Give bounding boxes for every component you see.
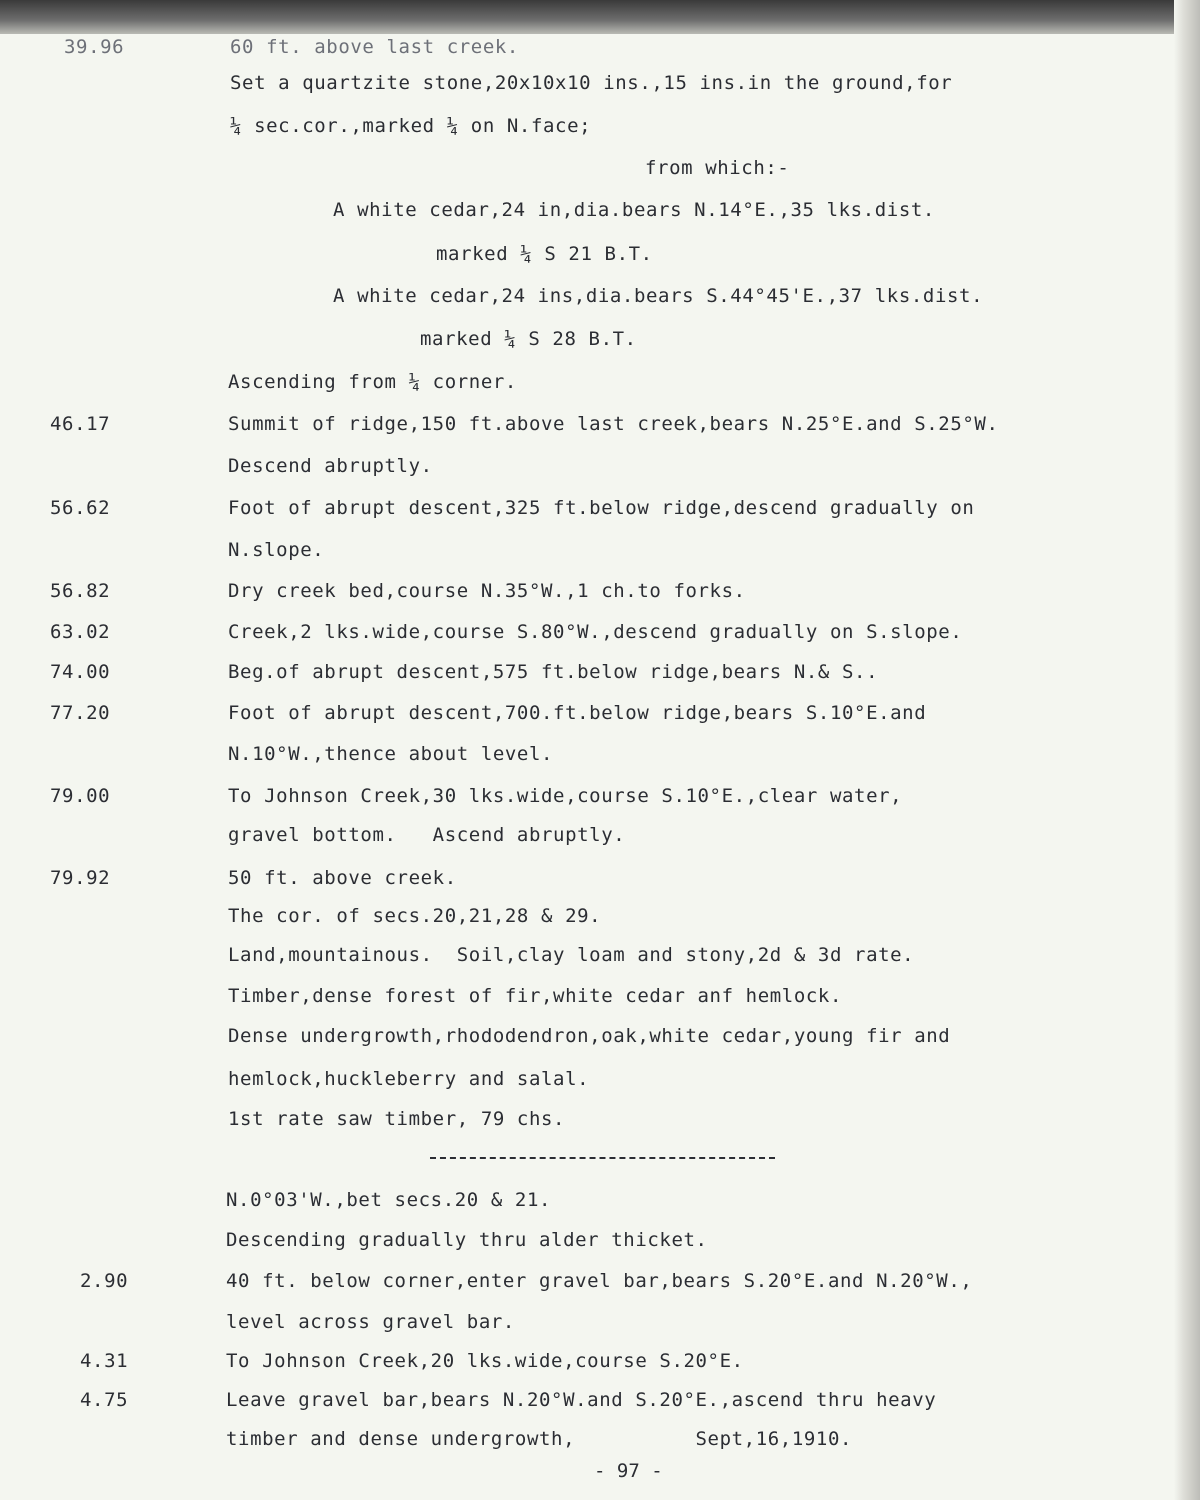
field-note-line [0, 328, 1200, 362]
field-note-line [0, 743, 1200, 777]
chainage-number: 2.90 [80, 1270, 129, 1292]
note-text: 50 ft. above creek. [228, 867, 457, 889]
field-note-line [0, 1311, 1200, 1345]
field-note-line [0, 36, 1200, 70]
field-note-line [0, 824, 1200, 858]
chainage-number: 56.82 [50, 580, 111, 602]
note-text: Timber,dense forest of fir,white cedar anf hemlock. [228, 985, 842, 1007]
note-text: Dry creek bed,course N.35°W.,1 ch.to forks. [228, 580, 746, 602]
field-note-line [0, 1428, 1200, 1462]
chainage-number: 74.00 [50, 661, 111, 683]
field-note-line [0, 944, 1200, 978]
note-text: Foot of abrupt descent,325 ft.below ridge,descend gradually on [228, 497, 975, 519]
note-text: N.slope. [228, 539, 325, 561]
chainage-number: 46.17 [50, 413, 111, 435]
note-text: gravel bottom. Ascend abruptly. [228, 824, 626, 846]
field-note-line [0, 199, 1200, 233]
field-note-line [0, 1350, 1200, 1384]
field-note-line [0, 661, 1200, 695]
field-note-line [0, 1068, 1200, 1102]
note-text: marked ¼ S 28 B.T. [420, 328, 637, 350]
field-note-line [0, 115, 1200, 149]
field-note-line [0, 580, 1200, 614]
note-text: hemlock,huckleberry and salal. [228, 1068, 590, 1090]
note-text: Set a quartzite stone,20x10x10 ins.,15 ins.in the ground,for [230, 72, 953, 94]
chainage-number: 77.20 [50, 702, 111, 724]
field-note-line [0, 285, 1200, 319]
field-note-line [0, 1189, 1200, 1223]
field-note-line [0, 1270, 1200, 1304]
field-note-line [0, 621, 1200, 655]
note-text: The cor. of secs.20,21,28 & 29. [228, 905, 602, 927]
field-note-line [0, 1108, 1200, 1142]
field-note-line [0, 985, 1200, 1019]
field-note-line [0, 1389, 1200, 1423]
note-text: To Johnson Creek,30 lks.wide,course S.10°E.,clear water, [228, 785, 903, 807]
note-text: N.10°W.,thence about level. [228, 743, 554, 765]
field-note-line [0, 1025, 1200, 1059]
note-text: Ascending from ¼ corner. [228, 371, 517, 393]
note-text: Land,mountainous. Soil,clay loam and stony,2d & 3d rate. [228, 944, 915, 966]
note-text: Leave gravel bar,bears N.20°W.and S.20°E.,ascend thru heavy [226, 1389, 937, 1411]
scan-top-shadow [0, 0, 1200, 34]
note-text: A white cedar,24 in,dia.bears N.14°E.,35 lks.dist. [333, 199, 935, 221]
note-text: Descend abruptly. [228, 455, 433, 477]
note-text: To Johnson Creek,20 lks.wide,course S.20°E. [226, 1350, 744, 1372]
note-text: Descending gradually thru alder thicket. [226, 1229, 708, 1251]
note-text: 60 ft. above last creek. [230, 36, 519, 58]
chainage-number: 39.96 [64, 36, 125, 58]
field-note-line [0, 157, 1200, 191]
note-text: timber and dense undergrowth, Sept,16,1910. [226, 1428, 853, 1450]
field-note-line [0, 371, 1200, 405]
note-text: Summit of ridge,150 ft.above last creek,bears N.25°E.and S.25°W. [228, 413, 999, 435]
field-note-line [0, 455, 1200, 489]
note-text: marked ¼ S 21 B.T. [436, 243, 653, 265]
note-text: Creek,2 lks.wide,course S.80°W.,descend gradually on S.slope. [228, 621, 963, 643]
field-note-line [0, 72, 1200, 106]
note-text: 1st rate saw timber, 79 chs. [228, 1108, 566, 1130]
chainage-number: 4.75 [80, 1389, 129, 1411]
note-text: Beg.of abrupt descent,575 ft.below ridge,bears N.& S.. [228, 661, 879, 683]
note-text: from which:- [645, 157, 790, 179]
note-text: Foot of abrupt descent,700.ft.below ridge,bears S.10°E.and [228, 702, 927, 724]
section-divider [430, 1157, 775, 1159]
note-text: ¼ sec.cor.,marked ¼ on N.face; [230, 115, 592, 137]
note-text: level across gravel bar. [226, 1311, 515, 1333]
field-note-line [0, 905, 1200, 939]
chainage-number: 56.62 [50, 497, 111, 519]
chainage-number: 63.02 [50, 621, 111, 643]
field-note-line [0, 243, 1200, 277]
chainage-number: 79.92 [50, 867, 111, 889]
field-note-line [0, 1229, 1200, 1263]
field-note-line [0, 867, 1200, 901]
field-note-line [0, 702, 1200, 736]
chainage-number: 4.31 [80, 1350, 129, 1372]
chainage-number: 79.00 [50, 785, 111, 807]
note-text: 40 ft. below corner,enter gravel bar,bears S.20°E.and N.20°W., [226, 1270, 973, 1292]
field-note-line [0, 497, 1200, 531]
field-note-line [0, 785, 1200, 819]
note-text: N.0°03'W.,bet secs.20 & 21. [226, 1189, 552, 1211]
note-text: Dense undergrowth,rhododendron,oak,white cedar,young fir and [228, 1025, 951, 1047]
field-note-line [0, 413, 1200, 447]
field-note-line [0, 539, 1200, 573]
page-number: - 97 - [594, 1460, 663, 1482]
note-text: A white cedar,24 ins,dia.bears S.44°45'E.,37 lks.dist. [333, 285, 984, 307]
